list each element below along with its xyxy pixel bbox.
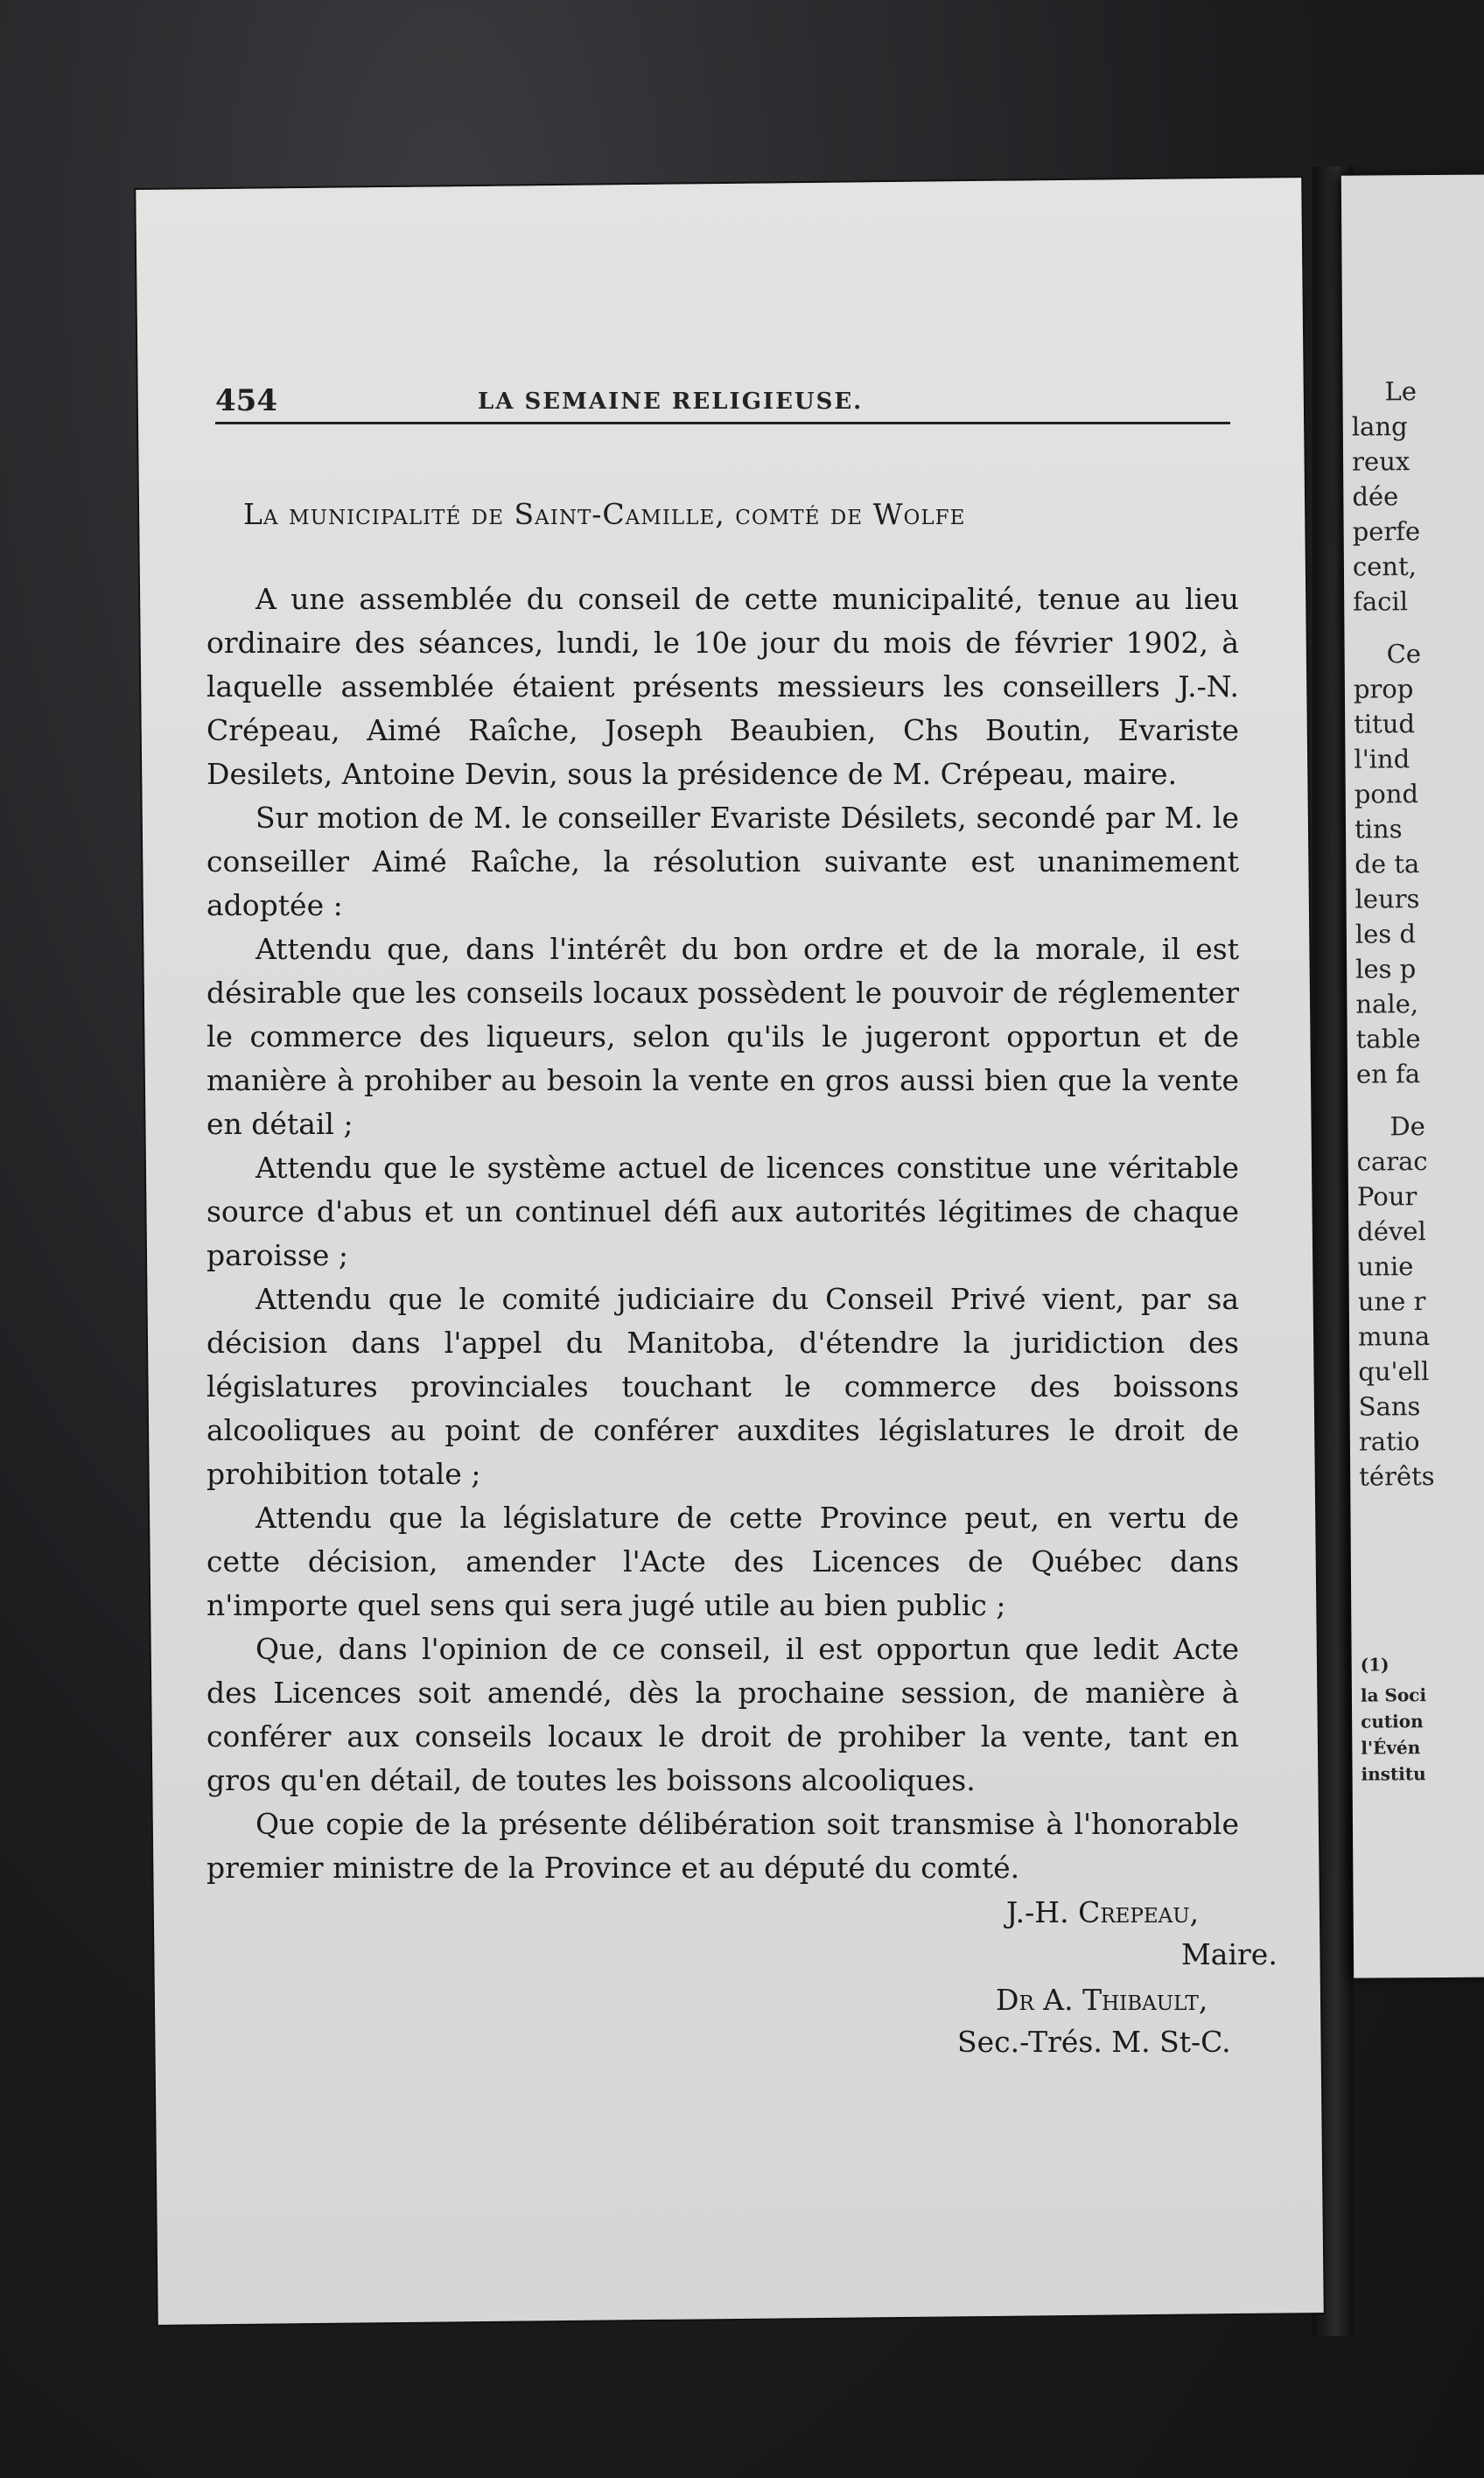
facing-line-fragment: dével: [1357, 1216, 1426, 1247]
paragraph: A une assemblée du conseil de cette municipalité, tenue au lieu ordinaire des séances, lundi, le 10e jour du mois de février 1902, à laquelle assemblée étaient présents messieurs les conseillers J.-N. Crépeau, Aimé Raîche, Joseph Beaubien, Chs Boutin, Evariste Desilets, Antoine Devin, sous la présidence de M. Crépeau, maire.: [206, 582, 1239, 791]
facing-line-fragment: en fa: [1355, 1059, 1421, 1089]
facing-line-fragment: unie: [1357, 1251, 1414, 1282]
paragraph: Attendu que le comité judiciaire du Conseil Privé vient, par sa décision dans l'appel du Manitoba, d'étendre la juridiction des législatures provinciales touchant le commerce des boissons alcooliques au point de conférer auxdites législatures le droit de prohibition totale ;: [206, 1282, 1239, 1491]
article-title: La municipalité de Saint-Camille, comté de Wolfe: [243, 497, 966, 531]
facing-footnote-fragment: l'Évén: [1361, 1737, 1421, 1759]
facing-line-fragment: table: [1355, 1024, 1421, 1054]
facing-line-fragment: une r: [1357, 1286, 1426, 1317]
paragraph: Que, dans l'opinion de ce conseil, il est opportun que ledit Acte des Licences soit amendé, dès la prochaine session, de manière à conférer aux conseils locaux le droit de prohiber la vente, tant en gros qu'en détail, de toutes les boissons alcooliques.: [206, 1632, 1239, 1797]
facing-line-fragment: qu'ell: [1358, 1356, 1430, 1387]
mayor-name: J.-H. Crepeau,: [1006, 1895, 1200, 1929]
facing-line-fragment: Ce: [1386, 639, 1422, 669]
facing-line-fragment: Le: [1384, 376, 1418, 407]
facing-line-fragment: les d: [1354, 919, 1417, 949]
facing-line-fragment: reux: [1351, 446, 1410, 477]
facing-line-fragment: les p: [1355, 954, 1417, 984]
facing-footnote-fragment: la Soci: [1360, 1684, 1427, 1706]
facing-footnote-fragment: institu: [1361, 1763, 1426, 1785]
paragraph: Attendu que le système actuel de licences constitue une véritable source d'abus et un continuel défi aux autorités légitimes de chaque paroisse ;: [206, 1151, 1239, 1272]
facing-line-fragment: prop: [1353, 674, 1414, 704]
paragraph: Sur motion de M. le conseiller Evariste Désilets, secondé par M. le conseiller Aimé Raîche, la résolution suivante est unanimement adoptée :: [206, 801, 1239, 922]
facing-line-fragment: perfe: [1352, 516, 1421, 547]
paragraph: Attendu que la législature de cette Province peut, en vertu de cette décision, amender l'Acte des Licences de Québec dans n'importe quel sens qui sera jugé utile au bien public ;: [206, 1501, 1239, 1622]
secretary-name: Dr A. Thibault,: [996, 1983, 1208, 2017]
facing-line-fragment: cent,: [1352, 551, 1418, 582]
facing-line-fragment: dée: [1352, 481, 1399, 512]
facing-footnote-fragment: cution: [1361, 1711, 1424, 1732]
facing-line-fragment: pond: [1354, 779, 1419, 809]
page-header: [215, 383, 1230, 424]
facing-line-fragment: tins: [1354, 814, 1403, 844]
facing-line-fragment: leurs: [1354, 884, 1420, 914]
secretary-title: Sec.-Trés. M. St-C.: [957, 2025, 1231, 2059]
facing-line-fragment: facil: [1353, 586, 1409, 617]
facing-line-fragment: ratio: [1358, 1426, 1420, 1457]
running-title: LA SEMAINE RELIGIEUSE.: [478, 388, 864, 415]
paragraph: Que copie de la présente délibération soit transmise à l'honorable premier ministre de la Province et au député du comté.: [206, 1807, 1239, 1885]
facing-line-fragment: De: [1390, 1111, 1425, 1142]
facing-line-fragment: carac: [1356, 1146, 1428, 1177]
facing-line-fragment: titud: [1354, 709, 1416, 739]
facing-footnote-fragment: (1): [1360, 1654, 1390, 1676]
facing-line-fragment: lang: [1351, 411, 1408, 442]
facing-line-fragment: térêts: [1359, 1461, 1435, 1492]
facing-page: [1341, 174, 1484, 1978]
facing-line-fragment: Pour: [1356, 1181, 1418, 1212]
mayor-title: Maire.: [1181, 1937, 1278, 1971]
facing-line-fragment: muna: [1357, 1321, 1431, 1352]
facing-line-fragment: l'ind: [1354, 744, 1410, 774]
facing-line-fragment: nale,: [1355, 989, 1419, 1019]
article-body: [206, 578, 1239, 1890]
page-number: 454: [215, 383, 277, 418]
facing-line-fragment: de ta: [1354, 849, 1420, 879]
paragraph: Attendu que, dans l'intérêt du bon ordre et de la morale, il est désirable que les conseils locaux possèdent le pouvoir de réglementer le commerce des liqueurs, selon qu'ils le jugeront opportun et de manière à prohiber au besoin la vente en gros aussi bien que la vente en détail ;: [206, 932, 1239, 1141]
facing-line-fragment: Sans: [1358, 1391, 1421, 1422]
